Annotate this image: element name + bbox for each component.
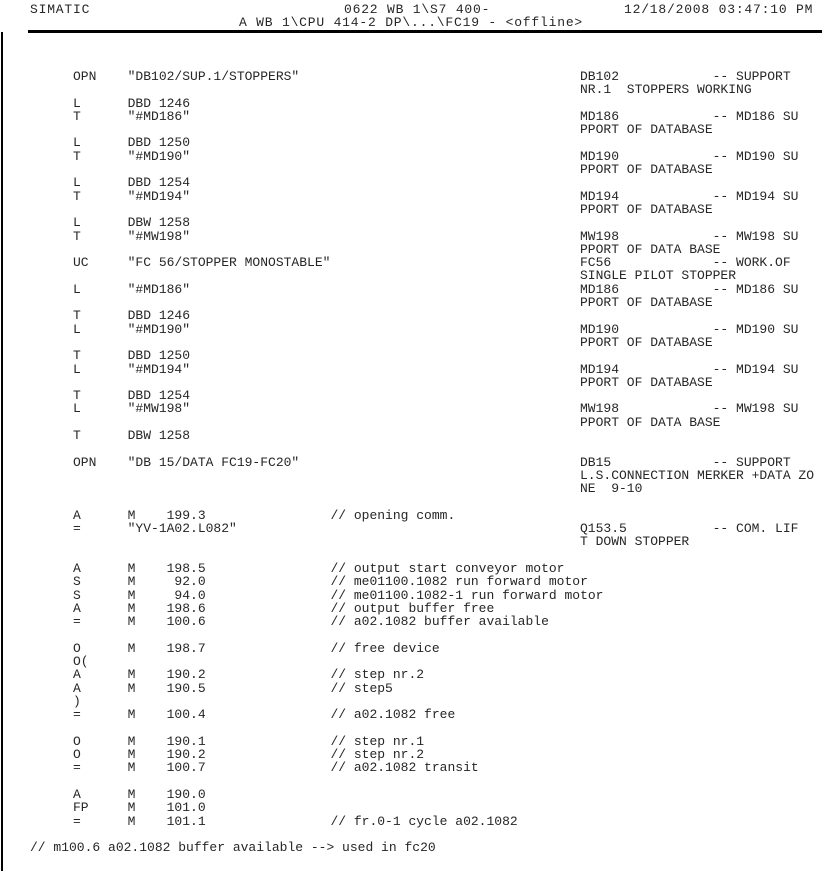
symbol-comment-line: FC56 -- WORK.OF: [580, 255, 791, 271]
symbol-comment-line: MD186 -- MD186 SU: [580, 108, 799, 124]
symbol-comment-line: L.S.CONNECTION MERKER +DATA ZO: [580, 467, 815, 483]
stl-row: [0, 628, 822, 641]
code-line: L DBD 1254: [73, 175, 191, 191]
symbol-comment-line: MD186 -- MD186 SU: [580, 281, 799, 297]
symbol-comment-line: SINGLE PILOT STOPPER: [580, 268, 737, 284]
code-line: L "#MD190": [73, 321, 191, 337]
symbol-comment-line: NE 9-10: [580, 481, 643, 497]
stl-row: [0, 522, 822, 535]
code-line: L DBD 1250: [73, 135, 191, 151]
symbol-comment-line: PPORT OF DATABASE: [580, 122, 713, 138]
stl-row: [0, 336, 822, 349]
stl-row: [0, 589, 822, 602]
stl-row: [0, 442, 822, 455]
code-line: FP M 101.0: [73, 800, 206, 816]
symbol-comment-line: PPORT OF DATA BASE: [580, 241, 721, 257]
stl-row: [0, 376, 822, 389]
code-line: A M 190.5 // step5: [73, 680, 393, 696]
block-path: A WB 1\CPU 414-2 DP\...\FC19 - <offline>: [238, 15, 584, 30]
symbol-comment-line: T DOWN STOPPER: [580, 534, 690, 550]
symbol-comment-line: MD194 -- MD194 SU: [580, 361, 799, 377]
stl-row: [0, 695, 822, 708]
symbol-comment-line: PPORT OF DATABASE: [580, 201, 713, 217]
code-line: UC "FC 56/STOPPER MONOSTABLE": [73, 255, 331, 271]
stl-row: [0, 296, 822, 309]
stl-row: [0, 775, 822, 788]
code-line: A M 190.2 // step nr.2: [73, 667, 425, 683]
code-line: = "YV-1A02.L082": [73, 521, 237, 537]
code-line: A M 190.0: [73, 787, 206, 803]
app-title: SIMATIC: [30, 2, 91, 17]
stl-row: [0, 203, 822, 216]
stl-row: [0, 110, 822, 123]
stl-row: [0, 416, 822, 429]
stl-row: [0, 562, 822, 575]
stl-row: [0, 655, 822, 668]
stl-row: [0, 309, 822, 322]
stl-row: [0, 163, 822, 176]
code-line: S M 92.0 // me01100.1082 run forward motor: [73, 574, 588, 590]
header-rule: [28, 30, 822, 33]
stl-row: [0, 389, 822, 402]
symbol-comment-line: MW198 -- MW198 SU: [580, 228, 799, 244]
stl-code-listing: [0, 70, 822, 855]
stl-row: [0, 230, 822, 243]
code-line: = M 100.4 // a02.1082 free: [73, 707, 456, 723]
code-line: L "#MW198": [73, 401, 191, 417]
code-line: ): [73, 693, 81, 709]
stl-row: [0, 815, 822, 828]
code-line: T DBD 1250: [73, 348, 191, 364]
code-line: L DBW 1258: [73, 215, 191, 231]
stl-row: [0, 363, 822, 376]
symbol-comment-line: MD194 -- MD194 SU: [580, 188, 799, 204]
stl-row: [0, 256, 822, 269]
stl-row: [0, 788, 822, 801]
code-line: T "#MD194": [73, 188, 191, 204]
code-line: L DBD 1246: [73, 95, 191, 111]
stl-row: [0, 801, 822, 814]
symbol-comment-line: DB102 -- SUPPORT: [580, 69, 791, 84]
stl-row: [0, 176, 822, 189]
code-line: A M 199.3 // opening comm.: [73, 507, 456, 523]
stl-row: [0, 283, 822, 296]
stl-row: [0, 642, 822, 655]
stl-row: [0, 243, 822, 256]
stl-row: [0, 97, 822, 110]
symbol-comment-line: DB15 -- SUPPORT: [580, 454, 791, 470]
code-line: T DBD 1246: [73, 308, 191, 324]
stl-row: [0, 549, 822, 562]
code-line: = M 100.6 // a02.1082 buffer available: [73, 614, 549, 630]
stl-row: [0, 735, 822, 748]
symbol-comment-line: MW198 -- MW198 SU: [580, 401, 799, 417]
symbol-comment-line: PPORT OF DATABASE: [580, 295, 713, 311]
symbol-comment-line: MD190 -- MD190 SU: [580, 148, 799, 164]
code-line: A M 198.6 // output buffer free: [73, 600, 495, 616]
project-title: 0622 WB 1\S7 400-: [344, 2, 491, 17]
code-line: T "#MD186": [73, 108, 191, 124]
stl-row: [0, 575, 822, 588]
symbol-comment-line: PPORT OF DATABASE: [580, 162, 713, 178]
code-line: T DBD 1254: [73, 388, 191, 404]
code-line: L "#MD194": [73, 361, 191, 377]
stl-row: [0, 482, 822, 495]
stl-row: [0, 748, 822, 761]
stl-row: [0, 150, 822, 163]
code-line: O M 190.1 // step nr.1: [73, 733, 425, 749]
code-line: A M 198.5 // output start conveyor motor: [73, 560, 565, 576]
stl-row: [0, 190, 822, 203]
symbol-comment-line: PPORT OF DATABASE: [580, 374, 713, 390]
symbol-comment-line: PPORT OF DATABASE: [580, 334, 713, 350]
code-line: O M 190.2 // step nr.2: [73, 747, 425, 763]
print-datetime: 12/18/2008 03:47:10 PM: [624, 2, 814, 17]
code-line: O(: [73, 654, 89, 670]
stl-row: [0, 722, 822, 735]
stl-row: [0, 828, 822, 841]
stl-row: [0, 496, 822, 509]
stl-row: [0, 349, 822, 362]
stl-row: [0, 456, 822, 469]
code-line: S M 94.0 // me01100.1082-1 run forward motor: [73, 587, 604, 603]
code-line: OPN "DB 15/DATA FC19-FC20": [73, 454, 300, 470]
stl-row: [0, 708, 822, 721]
code-line: = M 100.7 // a02.1082 transit: [73, 760, 479, 776]
code-line: T "#MD190": [73, 148, 191, 164]
stl-row: [0, 668, 822, 681]
code-line: = M 101.1 // fr.0-1 cycle a02.1082: [73, 813, 518, 829]
stl-row: [0, 123, 822, 136]
code-line: T DBW 1258: [73, 428, 191, 444]
stl-row: [0, 761, 822, 774]
symbol-comment-line: PPORT OF DATA BASE: [580, 414, 721, 430]
stl-row: [0, 70, 822, 83]
stl-row: [0, 136, 822, 149]
stl-row: [0, 469, 822, 482]
symbol-comment-line: Q153.5 -- COM. LIF: [580, 521, 799, 537]
stl-row: [0, 323, 822, 336]
stl-row: [0, 509, 822, 522]
stl-row: [0, 841, 822, 854]
code-line: T "#MW198": [73, 228, 191, 244]
footer-comment-line: // m100.6 a02.1082 buffer available --> used in fc20: [30, 840, 436, 856]
stl-row: [0, 269, 822, 282]
stl-row: [0, 83, 822, 96]
stl-row: [0, 615, 822, 628]
stl-row: [0, 682, 822, 695]
stl-row: [0, 602, 822, 615]
stl-row: [0, 402, 822, 415]
symbol-comment-line: NR.1 STOPPERS WORKING: [580, 82, 752, 98]
stl-row: [0, 535, 822, 548]
code-line: L "#MD186": [73, 281, 191, 297]
symbol-comment-line: MD190 -- MD190 SU: [580, 321, 799, 337]
stl-row: [0, 429, 822, 442]
stl-row: [0, 216, 822, 229]
code-line: OPN "DB102/SUP.1/STOPPERS": [73, 69, 300, 84]
code-line: O M 198.7 // free device: [73, 640, 440, 656]
